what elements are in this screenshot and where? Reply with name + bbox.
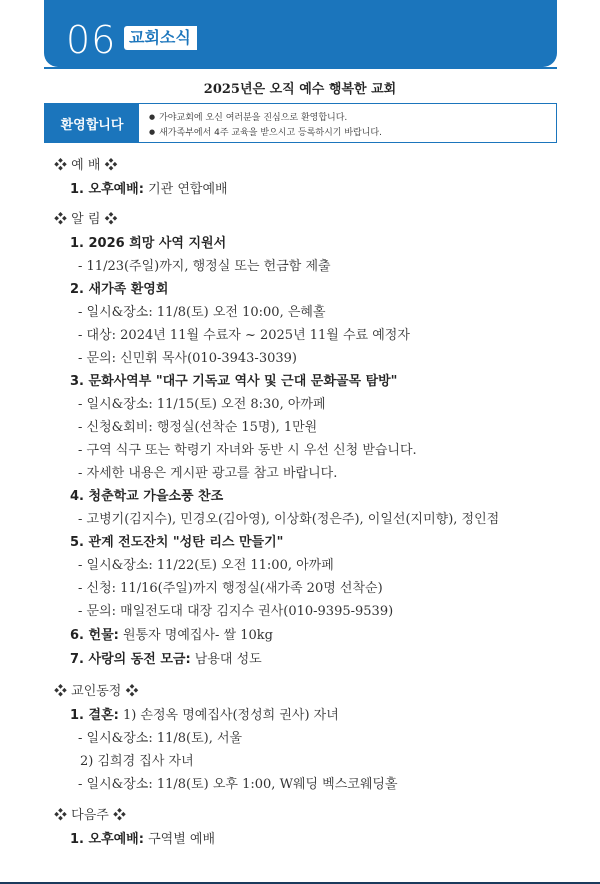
worship-item-label: 1. 오후예배: [70,182,144,197]
section-title: 교회소식 [124,26,197,50]
notice-title: 1. 2026 희망 사역 지원서 [70,236,227,251]
notice-title: 4. 청춘학교 가을소풍 찬조 [70,489,224,504]
notice-item: 7. 사랑의 동전 모금: 남용대 성도 [70,652,262,667]
welcome-box [44,103,557,143]
notice-title: 3. 문화사역부 "대구 기독교 역사 및 근대 문화골목 탐방" [70,374,398,389]
notice-line: - 일시&장소: 11/8(토) 오전 10:00, 은혜홀 [78,305,326,320]
notice-line: - 대상: 2024년 11월 수료자 ~ 2025년 11월 수료 예정자 [78,328,410,343]
welcome-label: 환영합니다 [45,104,139,142]
header-divider [44,67,557,69]
notice-heading: ❖ 알 림 ❖ [54,212,118,227]
section-header-bar [44,0,557,67]
members-line: 2) 김희경 집사 자녀 [80,754,194,769]
notice-line: - 자세한 내용은 게시판 광고를 참고 바랍니다. [78,466,338,481]
welcome-list [149,110,382,140]
notice-line: - 문의: 신민휘 목사(010-3943-3039) [78,351,297,366]
notice-line: - 구역 식구 또는 학령기 자녀와 동반 시 우선 신청 받습니다. [78,443,417,458]
welcome-item: ● 새가족부에서 4주 교육을 받으시고 등록하시기 바랍니다. [149,125,382,140]
welcome-item: ● 가야교회에 오신 여러분을 진심으로 환영합니다. [149,110,382,125]
members-line: - 일시&장소: 11/8(토) 오후 1:00, W웨딩 벡스코웨딩홀 [78,777,398,792]
notice-line: - 11/23(주일)까지, 행정실 또는 헌금함 제출 [78,259,331,274]
notice-line: - 일시&장소: 11/15(토) 오전 8:30, 아까페 [78,397,326,412]
notice-line: - 신청&회비: 행정실(선착순 15명), 1만원 [78,420,318,435]
next-week-item: 1. 오후예배: 구역별 예배 [70,832,216,847]
notice-line: - 고병기(김지수), 민경오(김아영), 이상화(정은주), 이일선(지미향), 정인점 [78,512,500,527]
church-tagline: 2025년은 오직 예수 행복한 교회 [203,82,397,97]
members-item: 1. 결혼: 1) 손정옥 명예집사(정성희 권사) 자녀 [70,708,339,723]
notice-line: - 신청: 11/16(주일)까지 행정실(새가족 20명 선착순) [78,581,383,596]
section-number: 06 [66,18,117,62]
notice-line: - 문의: 매일전도대 대장 김지수 권사(010-9395-9539) [78,604,394,619]
worship-item-text: 기관 연합예배 [143,182,228,197]
worship-item [70,178,228,197]
notice-title: 2. 새가족 환영회 [70,282,169,297]
worship-heading: ❖ 예 배 ❖ [54,158,118,173]
members-line: - 일시&장소: 11/8(토), 서울 [78,731,243,746]
members-heading: ❖ 교인동정 ❖ [54,684,139,699]
next-week-heading: ❖ 다음주 ❖ [54,808,126,823]
notice-title: 5. 관계 전도잔치 "성탄 리스 만들기" [70,535,284,550]
notice-line: - 일시&장소: 11/22(토) 오전 11:00, 아까페 [78,558,334,573]
notice-item: 6. 헌물: 원통자 명예집사- 쌀 10kg [70,628,273,643]
